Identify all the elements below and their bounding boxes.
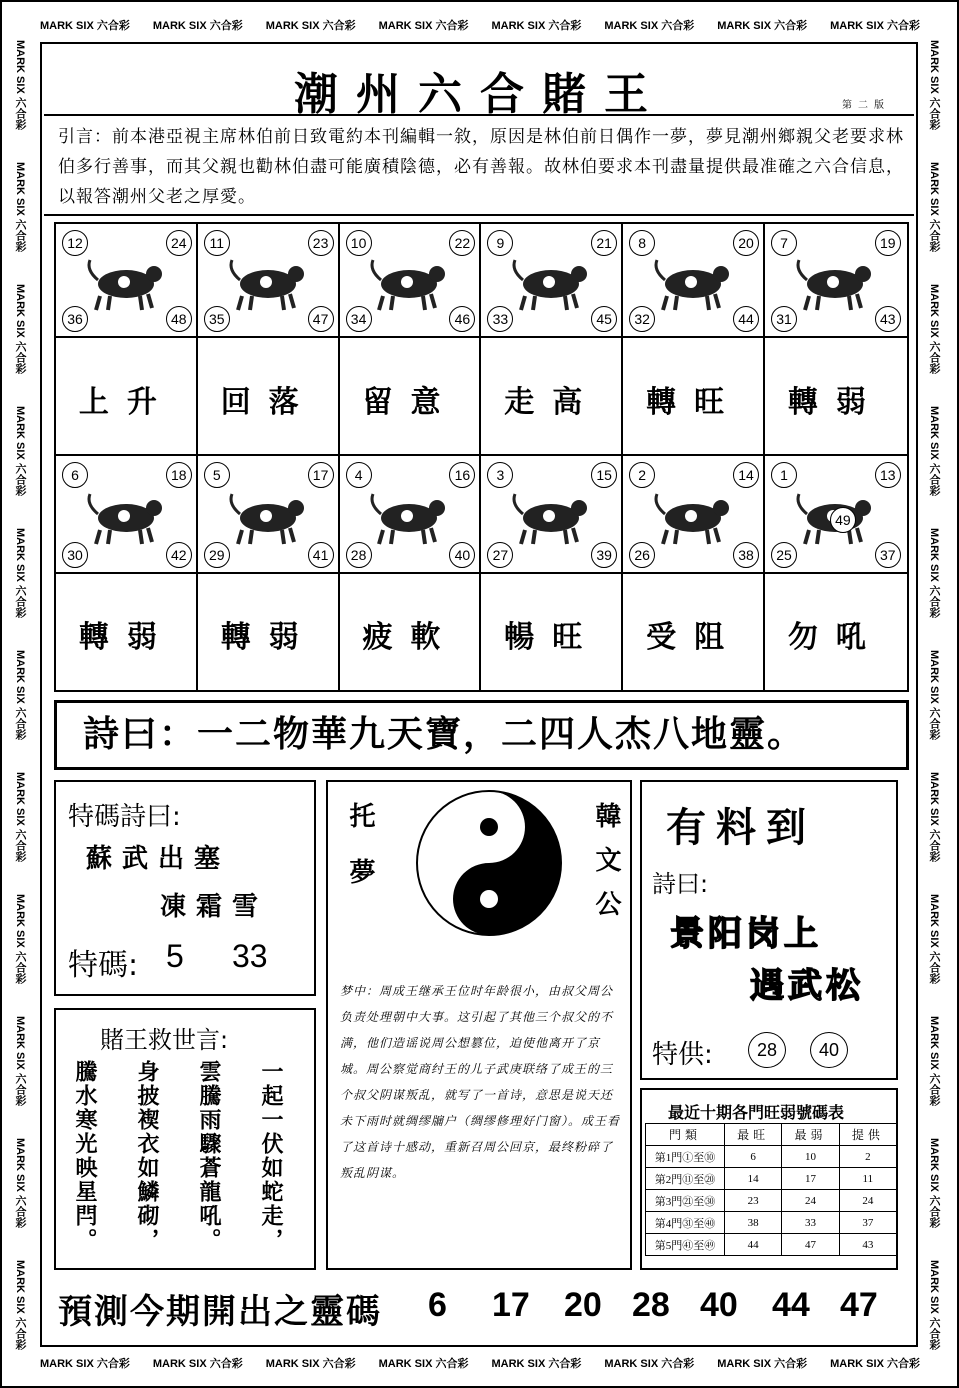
offer-number-2: 40: [810, 1032, 848, 1068]
page-title: 潮州六合賭王: [294, 69, 666, 120]
snake-image: [793, 248, 879, 314]
zodiac-extra-number: 49: [830, 507, 856, 533]
dream-right-label: 韓文公: [591, 802, 621, 934]
tiger-image: [367, 248, 453, 314]
zodiac-number: 33: [487, 306, 513, 332]
zodiac-number: 42: [166, 542, 192, 568]
recent-table: [645, 1123, 897, 1256]
strip-label: MARK SIX 六合彩: [604, 1358, 695, 1370]
table-cell: 24: [839, 1190, 896, 1212]
zodiac-number: 13: [875, 462, 901, 488]
zodiac-trend-word: 轉弱: [220, 620, 317, 655]
zodiac-number: 24: [166, 230, 192, 256]
gambler-words-box: [54, 1008, 316, 1270]
zodiac-trend-word: 轉弱: [787, 385, 884, 420]
zodiac-trend-word: 上升: [78, 385, 175, 420]
zodiac-cell: [198, 224, 340, 338]
strip-label: MARK SIX 六合彩: [830, 1358, 920, 1370]
strip-label: MARK SIX 六合彩: [491, 1358, 582, 1370]
zodiac-number: 20: [733, 230, 759, 256]
zodiac-number: 10: [346, 230, 372, 256]
rat-image: [84, 248, 170, 314]
gambler-words-col-1: 一起一伏如蛇走，: [258, 1060, 284, 1252]
zodiac-number: 2: [629, 462, 655, 488]
zodiac-trend-cell: [56, 338, 198, 456]
table-row: [646, 1168, 897, 1190]
zodiac-number: 3: [487, 462, 513, 488]
zodiac-cell: [481, 224, 623, 338]
strip-label: MARK SIX 六合彩: [928, 162, 940, 252]
strip-label: MARK SIX 六合彩: [928, 406, 940, 496]
table-cell: 23: [725, 1190, 782, 1212]
zodiac-number: 40: [449, 542, 475, 568]
table-row: [646, 1212, 897, 1234]
special-poem-box: [54, 780, 316, 996]
table-cell: 11: [839, 1168, 896, 1190]
top-border-strip: [40, 14, 920, 36]
table-cell: 2: [839, 1146, 896, 1168]
has-material-box: [640, 780, 898, 1080]
strip-label: MARK SIX 六合彩: [14, 40, 26, 130]
zodiac-number: 12: [62, 230, 88, 256]
zodiac-trend-word: 轉弱: [78, 620, 175, 655]
zodiac-trend-cell: [198, 574, 340, 690]
strip-label: MARK SIX 六合彩: [14, 894, 26, 984]
zodiac-trend-cell: [340, 574, 482, 690]
zodiac-number: 21: [591, 230, 617, 256]
has-material-line2: 遇武松: [750, 966, 864, 1006]
table-cell: 第5門㊶至㊾: [646, 1234, 725, 1256]
special-poem-line2: 凍霜雪: [160, 892, 269, 922]
prediction-number: 47: [840, 1286, 878, 1324]
table-header-cell: 最弱: [782, 1124, 839, 1146]
zodiac-number: 28: [346, 542, 372, 568]
table-cell: 38: [725, 1212, 782, 1234]
zodiac-number: 25: [771, 542, 797, 568]
zodiac-number: 19: [875, 230, 901, 256]
table-cell: 44: [725, 1234, 782, 1256]
zodiac-cell: [340, 456, 482, 574]
strip-label: MARK SIX 六合彩: [152, 20, 243, 32]
zodiac-number: 44: [733, 306, 759, 332]
offer-number-1: 28: [748, 1032, 786, 1068]
intro-text: 引言：前本港亞視主席林伯前日致電約本刊編輯一敘，原因是林伯前日偶作一夢，夢見潮州鄉親父老要求林伯多行善事，而其父親也勸林伯盡可能廣積陰德，必有善報。故林伯要求本刊盡量提供最准確之六合信息，以報答潮州父老之厚愛。: [58, 127, 904, 207]
zodiac-number: 31: [771, 306, 797, 332]
prediction-number: 17: [492, 1286, 530, 1324]
zodiac-trend-cell: [623, 338, 765, 456]
dream-text: 梦中：周成王继承王位时年龄很小，由叔父周公负责处理朝中大事。这引起了其他三个叔父的不满，他们造谣说周公想篡位，迫使他离开了京城。周公察觉商纣王的儿子武庚联络了成王的三个叔父阴谋叛乱，就写了一首诗，意思是说天还未下雨时就绸缪牖户（绸缪修理好门窗）。成王看了这首诗十感动，重新召周公回京，最终粉碎了叛乱阴谋。: [340, 984, 621, 1180]
prediction-label: 預測今期開出之靈碼: [58, 1292, 382, 1332]
table-cell: 6: [725, 1146, 782, 1168]
dragon-image: [651, 248, 737, 314]
strip-label: MARK SIX 六合彩: [378, 20, 469, 32]
strip-label: MARK SIX 六合彩: [14, 772, 26, 862]
horse-image: [84, 482, 170, 548]
strip-label: MARK SIX 六合彩: [378, 1358, 469, 1370]
table-header-cell: 最旺: [725, 1124, 782, 1146]
special-poem-title: 特碼詩曰:: [68, 802, 181, 832]
zodiac-number: 47: [308, 306, 334, 332]
zodiac-number: 8: [629, 230, 655, 256]
zodiac-number: 14: [733, 462, 759, 488]
ox-image: [226, 248, 312, 314]
table-row: [646, 1146, 897, 1168]
strip-label: MARK SIX 六合彩: [928, 528, 940, 618]
zodiac-trend-word: 回落: [220, 385, 317, 420]
strip-label: MARK SIX 六合彩: [717, 1358, 808, 1370]
table-cell: 10: [782, 1146, 839, 1168]
gambler-words-col-4: 騰水寒光映星閂。: [72, 1060, 98, 1252]
monkey-image: [367, 482, 453, 548]
strip-label: MARK SIX 六合彩: [14, 1138, 26, 1228]
strip-label: MARK SIX 六合彩: [152, 1358, 243, 1370]
zodiac-number: 22: [449, 230, 475, 256]
prediction-number: 6: [428, 1286, 447, 1324]
zodiac-number: 17: [308, 462, 334, 488]
strip-label: MARK SIX 六合彩: [491, 20, 582, 32]
table-row: [646, 1190, 897, 1212]
zodiac-number: 29: [204, 542, 230, 568]
zodiac-trend-cell: [198, 338, 340, 456]
zodiac-trend-cell: [340, 338, 482, 456]
strip-label: MARK SIX 六合彩: [14, 528, 26, 618]
zodiac-number: 37: [875, 542, 901, 568]
strip-label: MARK SIX 六合彩: [717, 20, 808, 32]
table-cell: 14: [725, 1168, 782, 1190]
zodiac-trend-word: 留意: [362, 385, 459, 420]
yin-yang-icon: [414, 788, 564, 938]
strip-label: MARK SIX 六合彩: [928, 1016, 940, 1106]
zodiac-trend-word: 疲軟: [362, 620, 459, 655]
strip-label: MARK SIX 六合彩: [928, 1138, 940, 1228]
table-header-cell: 門類: [646, 1124, 725, 1146]
table-header-row: [646, 1124, 897, 1146]
zodiac-cell: [56, 456, 198, 574]
prediction-number: 20: [564, 1286, 602, 1324]
rabbit-image: [509, 248, 595, 314]
strip-label: MARK SIX 六合彩: [14, 284, 26, 374]
zodiac-trend-word: 轉旺: [646, 385, 743, 420]
strip-label: MARK SIX 六合彩: [830, 20, 920, 32]
zodiac-number: 16: [449, 462, 475, 488]
strip-label: MARK SIX 六合彩: [40, 1358, 130, 1370]
strip-label: MARK SIX 六合彩: [14, 406, 26, 496]
strip-label: MARK SIX 六合彩: [928, 284, 940, 374]
table-cell: 第3門㉑至㉚: [646, 1190, 725, 1212]
divider: [44, 214, 914, 216]
zodiac-trend-word: 走高: [504, 385, 601, 420]
table-cell: 33: [782, 1212, 839, 1234]
has-material-line1: 景阳岗上: [670, 914, 822, 954]
zodiac-number: 45: [591, 306, 617, 332]
zodiac-cell: [765, 456, 907, 574]
zodiac-number: 35: [204, 306, 230, 332]
strip-label: MARK SIX 六合彩: [604, 20, 695, 32]
zodiac-number: 30: [62, 542, 88, 568]
strip-label: MARK SIX 六合彩: [928, 1260, 940, 1350]
gambler-words-title: 賭王救世言:: [100, 1026, 229, 1054]
gambler-words-col-3: 身披褉衣如鱗砌，: [134, 1060, 160, 1252]
zodiac-number: 5: [204, 462, 230, 488]
zodiac-trend-word: 暢旺: [504, 620, 601, 655]
special-poem-line1: 蘇武出塞: [86, 844, 231, 874]
zodiac-number: 48: [166, 306, 192, 332]
zodiac-cell: [56, 224, 198, 338]
strip-label: MARK SIX 六合彩: [14, 1016, 26, 1106]
strip-label: MARK SIX 六合彩: [14, 650, 26, 740]
zodiac-trend-cell: [481, 574, 623, 690]
zodiac-cell: [623, 456, 765, 574]
poem-banner: 詩曰：一二物華九天寶，二四人杰八地靈。: [54, 700, 909, 770]
zodiac-number: 26: [629, 542, 655, 568]
offer-label: 特供:: [652, 1040, 713, 1070]
prediction-number: 44: [772, 1286, 810, 1324]
gambler-words-col-2: 雲騰雨驟蒼龍吼。: [196, 1060, 222, 1252]
zodiac-number: 27: [487, 542, 513, 568]
strip-label: MARK SIX 六合彩: [928, 650, 940, 740]
zodiac-number: 43: [875, 306, 901, 332]
zodiac-number: 39: [591, 542, 617, 568]
left-border-strip: [8, 40, 32, 1350]
zodiac-number: 9: [487, 230, 513, 256]
zodiac-number: 7: [771, 230, 797, 256]
zodiac-number: 46: [449, 306, 475, 332]
zodiac-trend-word: 受阻: [646, 620, 743, 655]
zodiac-cell: [623, 224, 765, 338]
zodiac-trend-word: 勿吼: [787, 620, 884, 655]
zodiac-number: 15: [591, 462, 617, 488]
strip-label: MARK SIX 六合彩: [14, 1260, 26, 1350]
zodiac-number: 1: [771, 462, 797, 488]
right-border-strip: [922, 40, 946, 1350]
zodiac-number: 18: [166, 462, 192, 488]
zodiac-trend-cell: [765, 574, 907, 690]
zodiac-trend-cell: [481, 338, 623, 456]
strip-label: MARK SIX 六合彩: [265, 1358, 356, 1370]
bottom-border-strip: [40, 1352, 920, 1374]
table-cell: 43: [839, 1234, 896, 1256]
zodiac-trend-cell: [765, 338, 907, 456]
zodiac-number: 34: [346, 306, 372, 332]
zodiac-number: 4: [346, 462, 372, 488]
table-cell: 24: [782, 1190, 839, 1212]
prediction-number: 40: [700, 1286, 738, 1324]
zodiac-number: 6: [62, 462, 88, 488]
zodiac-cell: [765, 224, 907, 338]
zodiac-cell: [198, 456, 340, 574]
table-row: [646, 1234, 897, 1256]
strip-label: MARK SIX 六合彩: [40, 20, 130, 32]
special-code-1: 5: [166, 938, 184, 974]
zodiac-number: 23: [308, 230, 334, 256]
strip-label: MARK SIX 六合彩: [928, 894, 940, 984]
table-cell: 第4門㉛至㊵: [646, 1212, 725, 1234]
dog-image: [651, 482, 737, 548]
zodiac-number: 38: [733, 542, 759, 568]
table-cell: 47: [782, 1234, 839, 1256]
divider: [44, 114, 914, 116]
zodiac-number: 41: [308, 542, 334, 568]
recent-table-title: 最近十期各門旺弱號碼表: [668, 1103, 845, 1122]
table-cell: 第1門①至⑩: [646, 1146, 725, 1168]
zodiac-trend-cell: [623, 574, 765, 690]
dream-left-label: 托夢: [345, 802, 375, 914]
zodiac-grid: [54, 222, 909, 692]
zodiac-cell: [340, 224, 482, 338]
prediction-number: 28: [632, 1286, 670, 1324]
strip-label: MARK SIX 六合彩: [928, 772, 940, 862]
zodiac-cell: [481, 456, 623, 574]
goat-image: [226, 482, 312, 548]
table-cell: 17: [782, 1168, 839, 1190]
zodiac-number: 11: [204, 230, 230, 256]
special-code-label: 特碼:: [68, 948, 139, 983]
edition-label: 第二版: [842, 100, 890, 111]
zodiac-number: 36: [62, 306, 88, 332]
has-material-poem-label: 詩曰:: [652, 870, 709, 898]
table-cell: 37: [839, 1212, 896, 1234]
has-material-title: 有料到: [666, 805, 816, 851]
strip-label: MARK SIX 六合彩: [14, 162, 26, 252]
table-cell: 第2門⑪至⑳: [646, 1168, 725, 1190]
special-code-2: 33: [232, 938, 268, 974]
strip-label: MARK SIX 六合彩: [265, 20, 356, 32]
dream-box: [326, 780, 632, 1270]
zodiac-trend-cell: [56, 574, 198, 690]
table-header-cell: 提供: [839, 1124, 896, 1146]
rooster-image: [509, 482, 595, 548]
strip-label: MARK SIX 六合彩: [928, 40, 940, 130]
zodiac-number: 32: [629, 306, 655, 332]
